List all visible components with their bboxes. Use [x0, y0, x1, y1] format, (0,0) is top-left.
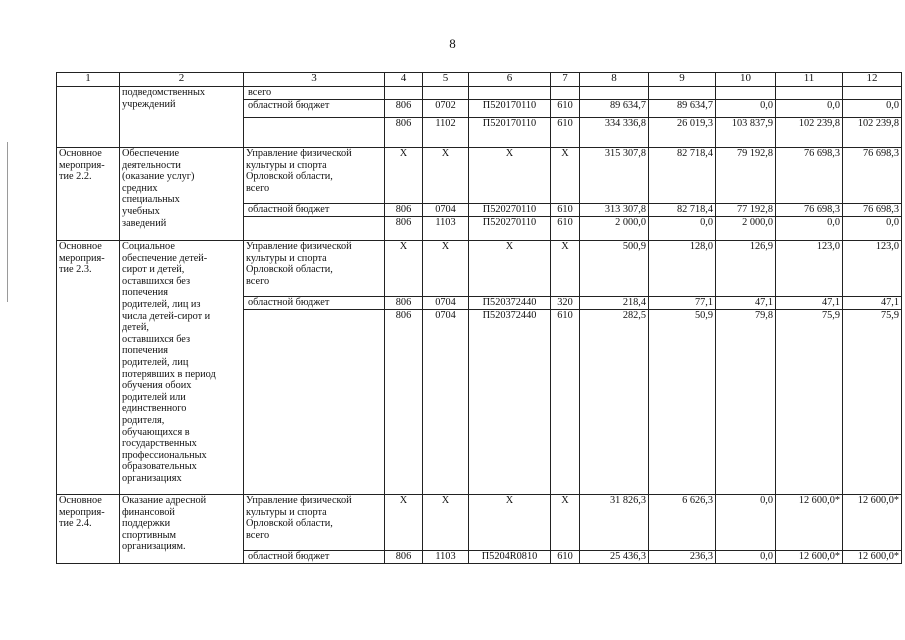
header-cell: 11 [776, 73, 843, 87]
source-cell [244, 241, 385, 297]
cell-expense-type: 610 [551, 100, 580, 118]
activity-name-cell [120, 241, 244, 495]
header-cell: 5 [423, 73, 469, 87]
cell-year-2: 103 837,9 [716, 118, 776, 148]
source-text: Управление физической культуры и спорта Орловской области, всего [246, 148, 352, 194]
cell-year-1: 6 626,3 [649, 495, 716, 551]
cell-year-1: 0,0 [649, 217, 716, 241]
cell-total: 315 307,8 [580, 148, 649, 204]
source-cell [244, 495, 385, 551]
cell-year-1: 82 718,4 [649, 204, 716, 217]
cell-section: 0704 [423, 297, 469, 310]
source-cell [244, 310, 385, 495]
cell-year-3 [776, 87, 843, 100]
cell-gov: 806 [385, 297, 423, 310]
cell-year-4: 76 698,3 [843, 204, 902, 217]
cell-expense-type: X [551, 148, 580, 204]
table-row [57, 87, 902, 100]
cell-article: X [469, 148, 551, 204]
header-cell: 9 [649, 73, 716, 87]
cell-expense-type: X [551, 495, 580, 551]
source-cell: всего [244, 87, 385, 100]
cell-gov: 806 [385, 204, 423, 217]
activity-label-text: Основное мероприя- тие 2.4. [59, 495, 105, 530]
cell-year-1: 89 634,7 [649, 100, 716, 118]
cell-expense-type: 610 [551, 118, 580, 148]
cell-section: 1103 [423, 217, 469, 241]
cell-article: П5204R0810 [469, 551, 551, 564]
cell-year-4: 75,9 [843, 310, 902, 495]
cell-section: X [423, 241, 469, 297]
cell-article: X [469, 241, 551, 297]
cell-gov: X [385, 148, 423, 204]
activity-name-text: Социальное обеспечение детей- сирот и детей, оставшихся без попечения родителей, лиц из числа детей-сирот и детей, оставшихся без попечения родителей, лиц потерявших в период обучения обоих родителей или единственного родителя, обучающихся в государственных профессиональных образовательных организациях [122, 241, 216, 484]
cell-year-3: 0,0 [776, 100, 843, 118]
header-cell: 3 [244, 73, 385, 87]
header-cell: 7 [551, 73, 580, 87]
cell-section: 0704 [423, 204, 469, 217]
activity-label-cell [57, 148, 120, 241]
cell-year-3: 75,9 [776, 310, 843, 495]
cell-year-3: 47,1 [776, 297, 843, 310]
cell-year-4: 12 600,0* [843, 495, 902, 551]
cell-year-4: 0,0 [843, 217, 902, 241]
activity-name-cell [120, 148, 244, 241]
source-cell: областной бюджет [244, 297, 385, 310]
cell-article: П520372440 [469, 310, 551, 495]
cell-section: 0702 [423, 100, 469, 118]
cell-year-2: 0,0 [716, 100, 776, 118]
cell-year-3: 76 698,3 [776, 148, 843, 204]
activity-name-cell [120, 495, 244, 564]
cell-total: 2 000,0 [580, 217, 649, 241]
scan-margin-line [7, 142, 8, 302]
table-row [57, 241, 902, 297]
cell-year-2: 79,8 [716, 310, 776, 495]
cell-year-1: 26 019,3 [649, 118, 716, 148]
cell-section: X [423, 495, 469, 551]
cell-year-4 [843, 87, 902, 100]
header-cell: 8 [580, 73, 649, 87]
cell-article: П520270110 [469, 204, 551, 217]
cell-gov: 806 [385, 551, 423, 564]
cell-section: 1103 [423, 551, 469, 564]
cell-year-1: 236,3 [649, 551, 716, 564]
cell-year-2: 126,9 [716, 241, 776, 297]
header-row [57, 73, 902, 87]
cell-gov: X [385, 241, 423, 297]
activity-label-text: Основное мероприя- тие 2.2. [59, 148, 105, 183]
source-cell: областной бюджет [244, 204, 385, 217]
cell-year-2 [716, 87, 776, 100]
cell-article: П520270110 [469, 217, 551, 241]
cell-year-2: 77 192,8 [716, 204, 776, 217]
source-text: Управление физической культуры и спорта Орловской области, всего [246, 495, 352, 541]
cell-year-4: 0,0 [843, 100, 902, 118]
cell-year-1: 128,0 [649, 241, 716, 297]
source-cell: областной бюджет [244, 100, 385, 118]
activity-name-text: Оказание адресной финансовой поддержки спортивным организациям. [122, 495, 207, 553]
cell-expense-type: 610 [551, 204, 580, 217]
cell-section: 0704 [423, 310, 469, 495]
activity-name-cell [120, 87, 244, 148]
cell-expense-type [551, 87, 580, 100]
cell-expense-type: 610 [551, 551, 580, 564]
cell-article: П520170110 [469, 100, 551, 118]
cell-year-3: 12 600,0* [776, 495, 843, 551]
cell-section: X [423, 148, 469, 204]
cell-total: 89 634,7 [580, 100, 649, 118]
cell-year-3: 12 600,0* [776, 551, 843, 564]
header-cell: 1 [57, 73, 120, 87]
cell-total: 31 826,3 [580, 495, 649, 551]
cell-gov: 806 [385, 100, 423, 118]
header-cell: 2 [120, 73, 244, 87]
cell-gov: 806 [385, 217, 423, 241]
cell-year-4: 123,0 [843, 241, 902, 297]
table-row [57, 495, 902, 551]
cell-year-3: 76 698,3 [776, 204, 843, 217]
cell-year-1: 82 718,4 [649, 148, 716, 204]
table-row [57, 148, 902, 204]
activity-label-cell [57, 495, 120, 564]
header-cell: 4 [385, 73, 423, 87]
cell-year-3: 0,0 [776, 217, 843, 241]
cell-article [469, 87, 551, 100]
cell-expense-type: 610 [551, 310, 580, 495]
activity-label-cell [57, 87, 120, 148]
cell-total: 313 307,8 [580, 204, 649, 217]
source-cell [244, 217, 385, 241]
cell-gov: 806 [385, 118, 423, 148]
cell-year-3: 102 239,8 [776, 118, 843, 148]
cell-expense-type: X [551, 241, 580, 297]
activity-label-cell [57, 241, 120, 495]
cell-total: 218,4 [580, 297, 649, 310]
header-cell: 10 [716, 73, 776, 87]
cell-year-2: 47,1 [716, 297, 776, 310]
cell-year-3: 123,0 [776, 241, 843, 297]
source-text: Управление физической культуры и спорта Орловской области, всего [246, 241, 352, 287]
cell-year-1: 50,9 [649, 310, 716, 495]
cell-year-4: 102 239,8 [843, 118, 902, 148]
cell-year-2: 0,0 [716, 551, 776, 564]
cell-year-1: 77,1 [649, 297, 716, 310]
cell-article: П520372440 [469, 297, 551, 310]
budget-table [56, 72, 902, 564]
cell-total: 25 436,3 [580, 551, 649, 564]
cell-section: 1102 [423, 118, 469, 148]
activity-name-text: подведомственных учреждений [122, 87, 206, 110]
source-cell [244, 118, 385, 148]
cell-total: 334 336,8 [580, 118, 649, 148]
cell-article: X [469, 495, 551, 551]
cell-section [423, 87, 469, 100]
cell-total: 282,5 [580, 310, 649, 495]
cell-year-4: 47,1 [843, 297, 902, 310]
cell-year-1 [649, 87, 716, 100]
cell-gov [385, 87, 423, 100]
source-cell: областной бюджет [244, 551, 385, 564]
cell-year-2: 79 192,8 [716, 148, 776, 204]
cell-gov: 806 [385, 310, 423, 495]
activity-label-text: Основное мероприя- тие 2.3. [59, 241, 105, 276]
cell-year-4: 12 600,0* [843, 551, 902, 564]
activity-name-text: Обеспечение деятельности (оказание услуг) средних специальных учебных заведений [122, 148, 195, 229]
cell-year-2: 2 000,0 [716, 217, 776, 241]
cell-year-2: 0,0 [716, 495, 776, 551]
source-cell [244, 148, 385, 204]
header-cell: 12 [843, 73, 902, 87]
cell-year-4: 76 698,3 [843, 148, 902, 204]
cell-total [580, 87, 649, 100]
cell-total: 500,9 [580, 241, 649, 297]
header-cell: 6 [469, 73, 551, 87]
cell-expense-type: 320 [551, 297, 580, 310]
cell-gov: X [385, 495, 423, 551]
cell-article: П520170110 [469, 118, 551, 148]
page-number: 8 [449, 36, 456, 51]
cell-expense-type: 610 [551, 217, 580, 241]
